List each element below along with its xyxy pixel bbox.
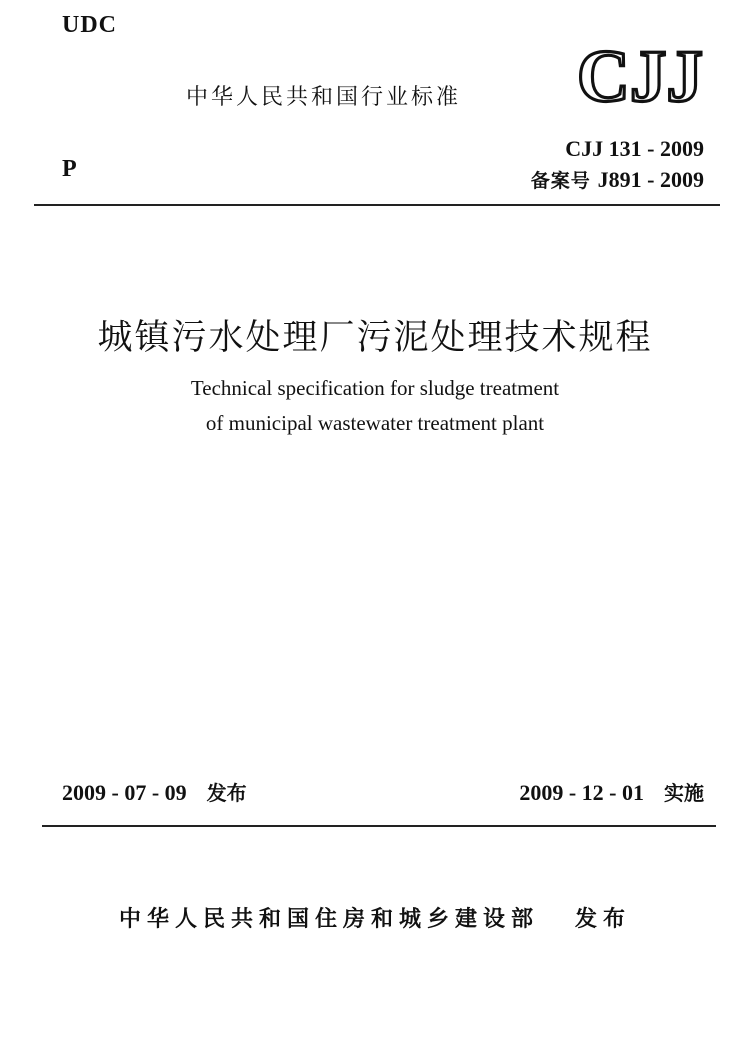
udc-label: UDC [62,12,117,38]
filing-number [531,166,704,193]
cjj-logo-text: CJJ [577,41,703,107]
issue-date-block [62,777,247,806]
standard-number: CJJ 131 - 2009 [565,136,704,161]
english-title-line-2: of municipal wastewater treatment plant [205,411,545,435]
issue-date: 2009 - 07 - 09 [62,780,187,805]
filing-label: 备案号 [530,170,591,192]
top-divider [34,204,720,206]
english-title-line-1: Technical specification for sludge treatment [190,376,560,400]
cjj-logo [574,41,706,107]
issue-label: 发布 [206,781,247,805]
chinese-title: 城镇污水处理厂污泥处理技术规程 [97,318,653,358]
industry-standard-title: 中华人民共和国行业标准 [186,85,462,110]
publisher-action: 发布 [575,907,632,932]
filing-code: J891 - 2009 [597,167,704,192]
publisher-line [0,902,750,933]
publisher-name: 中华人民共和国住房和城乡建设部 [118,907,539,932]
bottom-divider [42,825,716,827]
classification-code: P [62,156,77,182]
implementation-label: 实施 [664,781,704,805]
implementation-date: 2009 - 12 - 01 [519,780,644,805]
implementation-date-block [519,777,704,806]
